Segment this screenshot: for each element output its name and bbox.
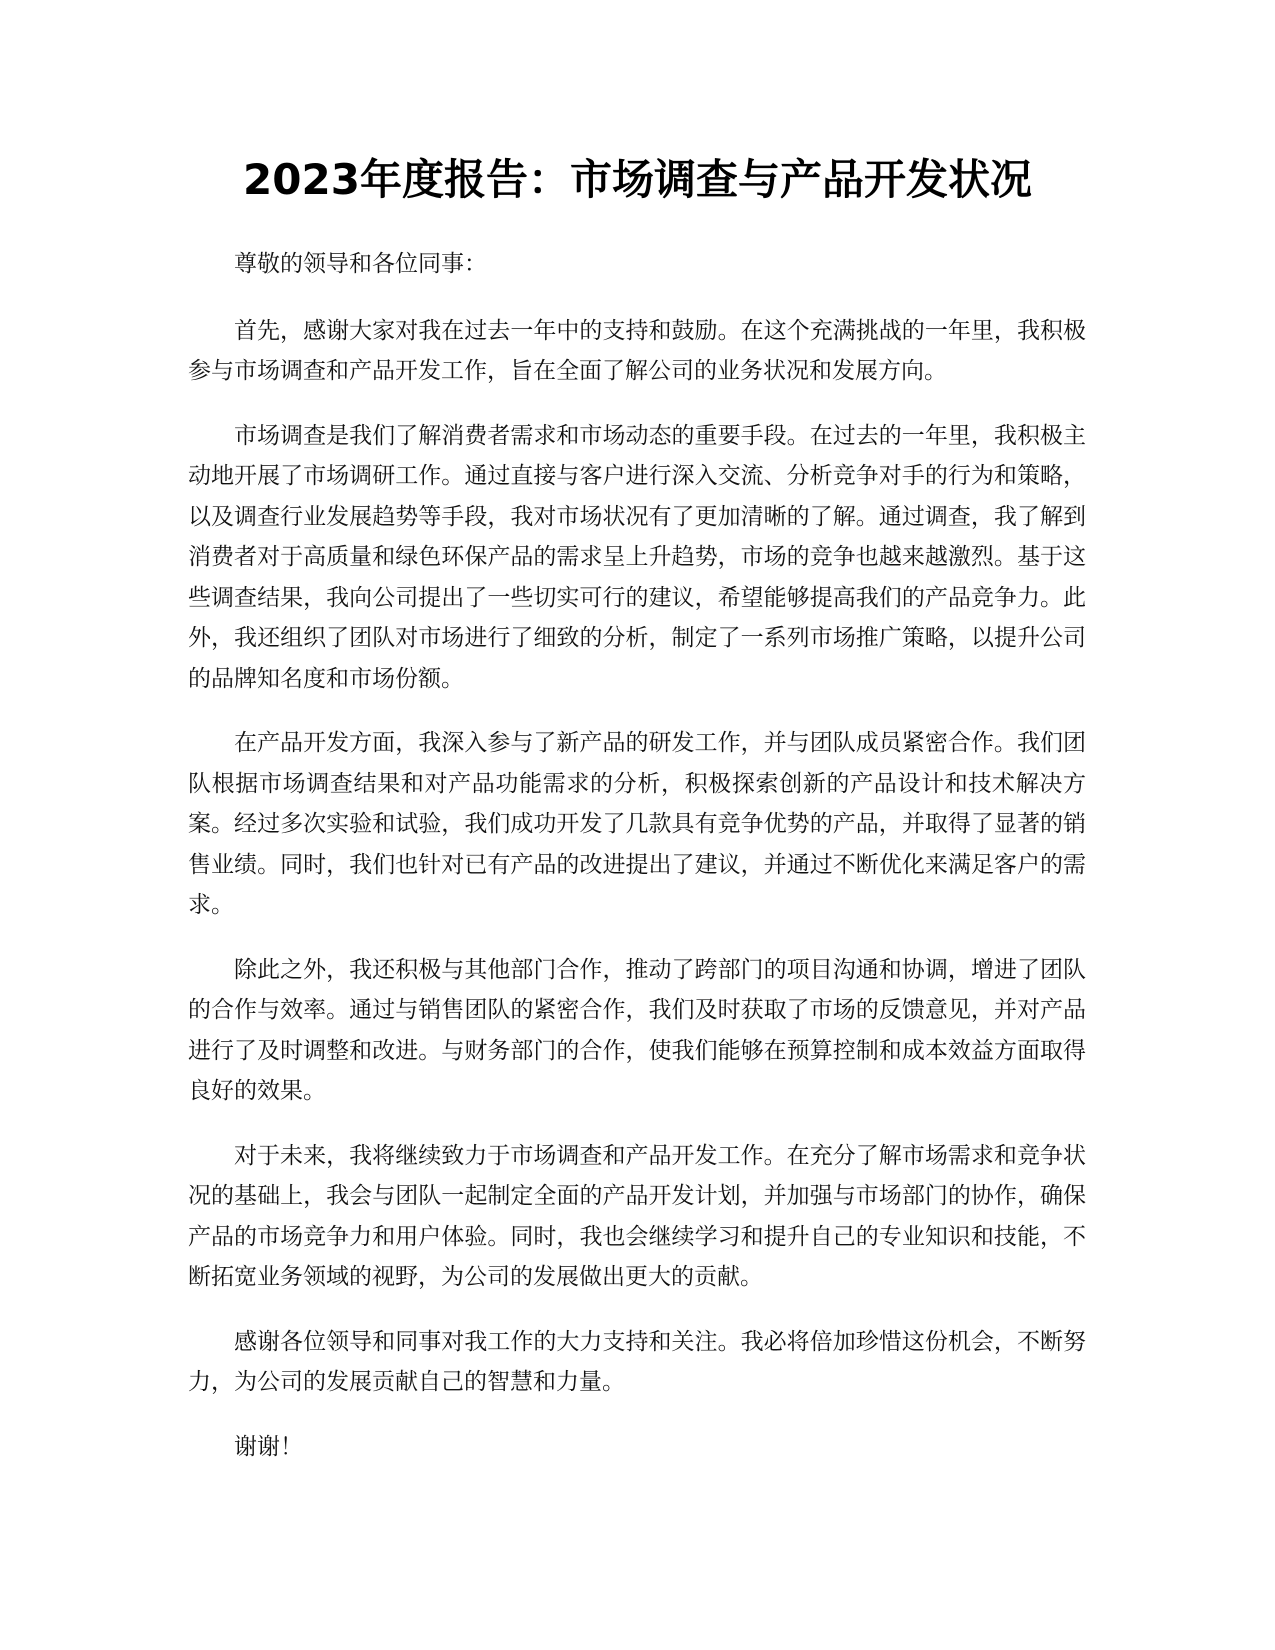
paragraph-future-plans: 对于未来，我将继续致力于市场调查和产品开发工作。在充分了解市场需求和竞争状况的基础上，我会与团队一起制定全面的产品开发计划，并加强与市场部门的协作，确保产品的市场竞争力和用户体验。同时，我也会继续学习和提升自己的专业知识和技能，不断拓宽业务领域的视野，为公司的发展做出更大的贡献。 — [188, 1142, 1086, 1290]
document-title: 2023年度报告：市场调查与产品开发状况 — [243, 155, 1032, 204]
paragraph-cross-department: 除此之外，我还积极与其他部门合作，推动了跨部门的项目沟通和协调，增进了团队的合作与效率。通过与销售团队的紧密合作，我们及时获取了市场的反馈意见，并对产品进行了及时调整和改进。与财务部门的合作，使我们能够在预算控制和成本效益方面取得良好的效果。 — [188, 956, 1086, 1104]
paragraph-product-development: 在产品开发方面，我深入参与了新产品的研发工作，并与团队成员紧密合作。我们团队根据市场调查结果和对产品功能需求的分析，积极探索创新的产品设计和技术解决方案。经过多次实验和试验，我们成功开发了几款具有竞争优势的产品，并取得了显著的销售业绩。同时，我们也针对已有产品的改进提出了建议，并通过不断优化来满足客户的需求。 — [188, 730, 1086, 918]
salutation: 尊敬的领导和各位同事： — [234, 251, 487, 277]
paragraph-thanks: 感谢各位领导和同事对我工作的大力支持和关注。我必将倍加珍惜这份机会，不断努力，为公司的发展贡献自己的智慧和力量。 — [188, 1328, 1086, 1395]
paragraph-market-research: 市场调查是我们了解消费者需求和市场动态的重要手段。在过去的一年里，我积极主动地开展了市场调研工作。通过直接与客户进行深入交流、分析竞争对手的行为和策略，以及调查行业发展趋势等手段，我对市场状况有了更加清晰的了解。通过调查，我了解到消费者对于高质量和绿色环保产品的需求呈上升趋势，市场的竞争也越来越激烈。基于这些调查结果，我向公司提出了一些切实可行的建议，希望能够提高我们的产品竞争力。此外，我还组织了团队对市场进行了细致的分析，制定了一系列市场推广策略，以提升公司的品牌知名度和市场份额。 — [188, 422, 1086, 692]
closing: 谢谢！ — [234, 1433, 303, 1460]
document-body — [188, 244, 1086, 1491]
paragraph-intro: 首先，感谢大家对我在过去一年中的支持和鼓励。在这个充满挑战的一年里，我积极参与市场调查和产品开发工作，旨在全面了解公司的业务状况和发展方向。 — [188, 317, 1086, 384]
